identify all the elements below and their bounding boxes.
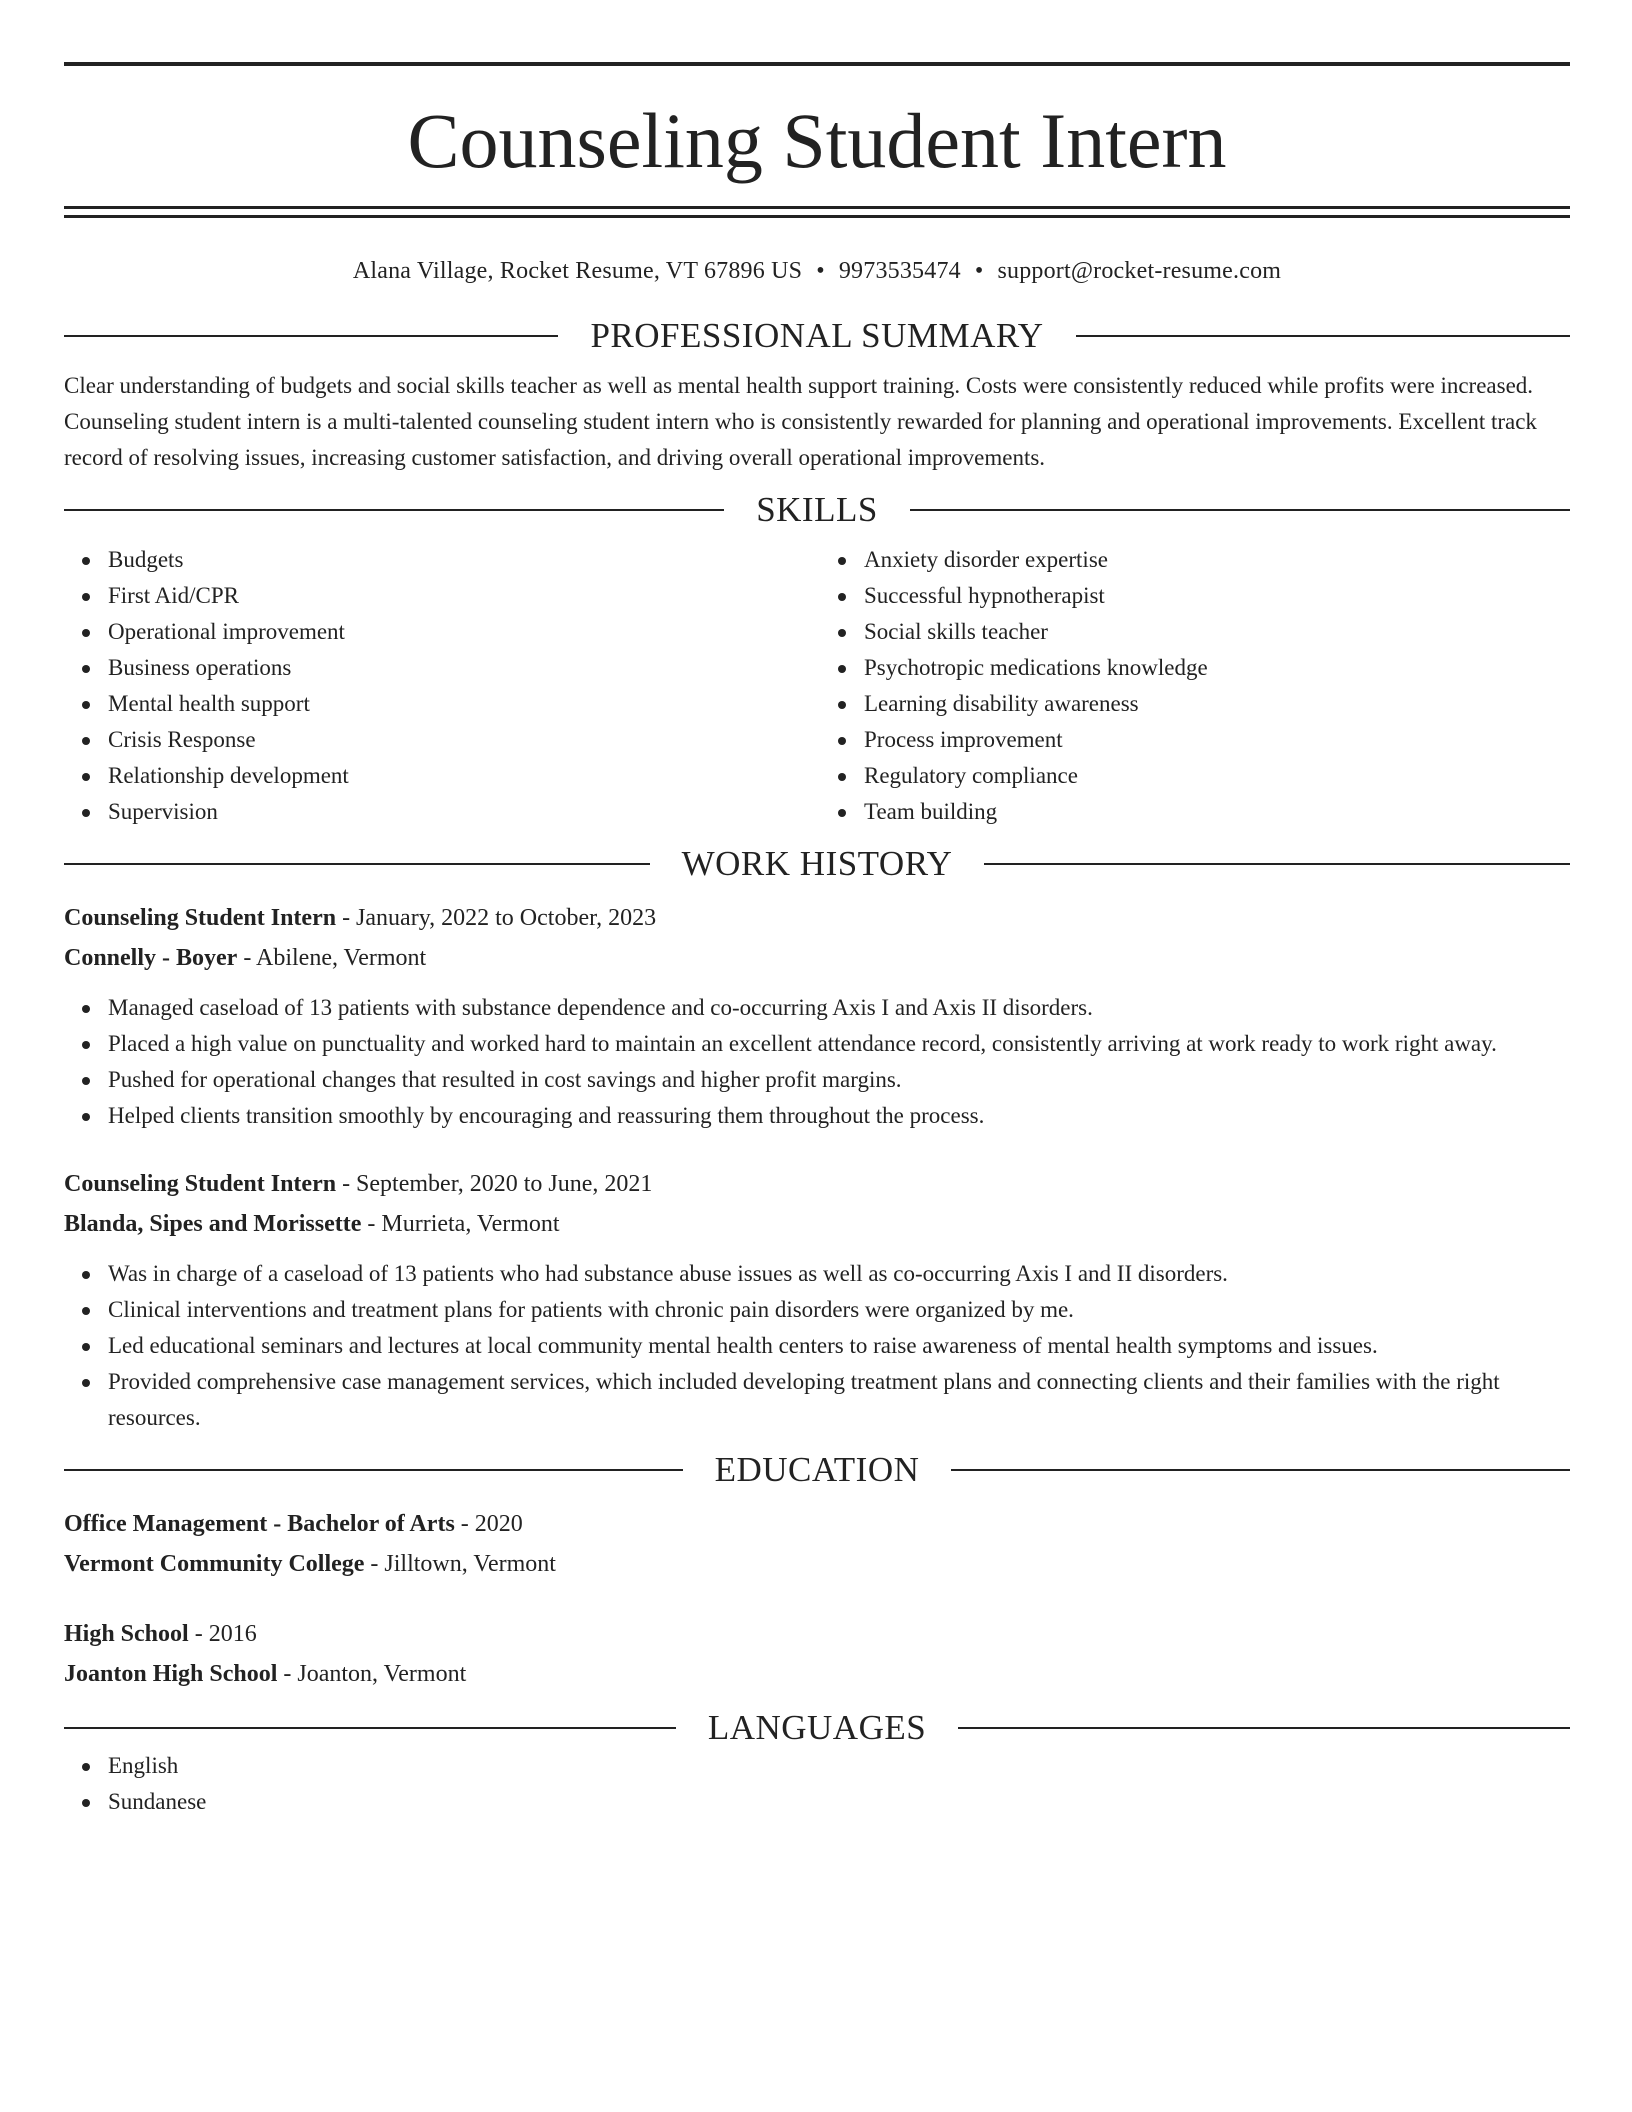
section-rule [64,509,724,511]
skill-item: Business operations [108,650,814,686]
job-title: Counseling Student Intern [64,905,337,931]
duty-item: Pushed for operational changes that resulted in cost savings and higher profit margins. [108,1062,1570,1098]
section-rule [64,1469,683,1471]
job-location: - Murrieta, Vermont [361,1211,560,1237]
skill-item: Team building [864,794,1570,830]
section-header-work [64,844,1570,884]
contact-separator: • [816,258,825,284]
section-rule [958,1727,1570,1729]
contact-email[interactable]: support@rocket-resume.com [997,258,1282,284]
section-header-skills [64,490,1570,530]
skills-list-left [64,542,814,830]
work-entry [64,898,1570,1134]
skill-item: Process improvement [864,722,1570,758]
contact-line [64,256,1570,286]
section-title: LANGUAGES [707,1708,927,1747]
section-rule [984,863,1570,865]
work-entry [64,1164,1570,1436]
section-title: SKILLS [756,490,878,529]
duty-item: Managed caseload of 13 patients with substance dependence and co-occurring Axis I and Axis II disorders. [108,990,1570,1026]
section-rule [64,335,558,337]
job-title-line [64,1164,1570,1204]
job-title-line [64,898,1570,938]
contact-phone[interactable]: 9973535474 [838,258,961,284]
section-title: WORK HISTORY [681,844,953,883]
job-duties [64,1256,1570,1436]
skill-item: Relationship development [108,758,814,794]
degree: High School [64,1621,189,1647]
section-rule [64,863,650,865]
education-entry [64,1504,1570,1584]
duty-item: Provided comprehensive case management services, which included developing treatment plans and connecting clients and their families with the right resources. [108,1364,1570,1436]
section-header-languages [64,1708,1570,1748]
resume-title: Counseling Student Intern [407,97,1227,184]
duty-item: Clinical interventions and treatment plans for patients with chronic pain disorders were organized by me. [108,1292,1570,1328]
school: Joanton High School [64,1661,278,1687]
degree-year: - 2016 [188,1621,257,1647]
skill-item: Regulatory compliance [864,758,1570,794]
summary-text: Clear understanding of budgets and social skills teacher as well as mental health support training. Costs were consistently reduced while profits were increased. Counseling student intern is a multi-talented counseling student intern who is consistently rewarded for planning and operational improvements. Excellent track record of resolving issues, increasing customer satisfaction, and driving overall operational improvements. [64,373,1537,470]
degree-line [64,1614,1570,1654]
degree: Office Management - Bachelor of Arts [64,1511,455,1537]
languages-list [64,1748,1570,1820]
section-header-education [64,1450,1570,1490]
skills-list-right [814,542,1570,830]
section-rule [64,1727,676,1729]
education-entry [64,1614,1570,1694]
school-location: - Jilltown, Vermont [364,1551,556,1577]
skills-columns [64,542,1570,830]
school-location: - Joanton, Vermont [277,1661,467,1687]
skill-item: Psychotropic medications knowledge [864,650,1570,686]
contact-separator: • [974,258,984,284]
skill-item: Budgets [108,542,814,578]
duty-item: Helped clients transition smoothly by encouraging and reassuring them throughout the process. [108,1098,1570,1134]
job-dates: - January, 2022 to October, 2023 [336,905,657,931]
skill-item: Crisis Response [108,722,814,758]
section-title: EDUCATION [714,1450,920,1489]
section-rule [951,1469,1570,1471]
title-double-rule [64,206,1570,218]
skill-item: First Aid/CPR [108,578,814,614]
degree-year: - 2020 [454,1511,523,1537]
duty-item: Placed a high value on punctuality and worked hard to maintain an excellent attendance record, consistently arriving at work ready to work right away. [108,1026,1570,1062]
skill-item: Anxiety disorder expertise [864,542,1570,578]
skill-item: Social skills teacher [864,614,1570,650]
section-rule [1076,335,1570,337]
skill-item: Successful hypnotherapist [864,578,1570,614]
job-duties [64,990,1570,1134]
job-title: Counseling Student Intern [64,1171,337,1197]
school-line [64,1654,1570,1694]
job-company: Blanda, Sipes and Morissette [64,1211,362,1237]
job-location: - Abilene, Vermont [237,945,427,971]
skill-item: Mental health support [108,686,814,722]
contact-address: Alana Village, Rocket Resume, VT 67896 US [352,258,803,284]
section-rule [910,509,1570,511]
school-line [64,1544,1570,1584]
section-title: PROFESSIONAL SUMMARY [590,316,1044,355]
duty-item: Was in charge of a caseload of 13 patients who had substance abuse issues as well as co-occurring Axis I and II disorders. [108,1256,1570,1292]
job-company-line [64,1204,1570,1244]
job-dates: - September, 2020 to June, 2021 [336,1171,653,1197]
section-header-summary [64,316,1570,356]
duty-item: Led educational seminars and lectures at local community mental health centers to raise awareness of mental health symptoms and issues. [108,1328,1570,1364]
job-company-line [64,938,1570,978]
skill-item: Learning disability awareness [864,686,1570,722]
language-item: English [108,1748,1570,1784]
skill-item: Operational improvement [108,614,814,650]
resume-page [64,62,1570,1820]
school: Vermont Community College [64,1551,365,1577]
skill-item: Supervision [108,794,814,830]
language-item: Sundanese [108,1784,1570,1820]
degree-line [64,1504,1570,1544]
job-company: Connelly - Boyer [64,945,238,971]
top-rule [64,62,1570,66]
